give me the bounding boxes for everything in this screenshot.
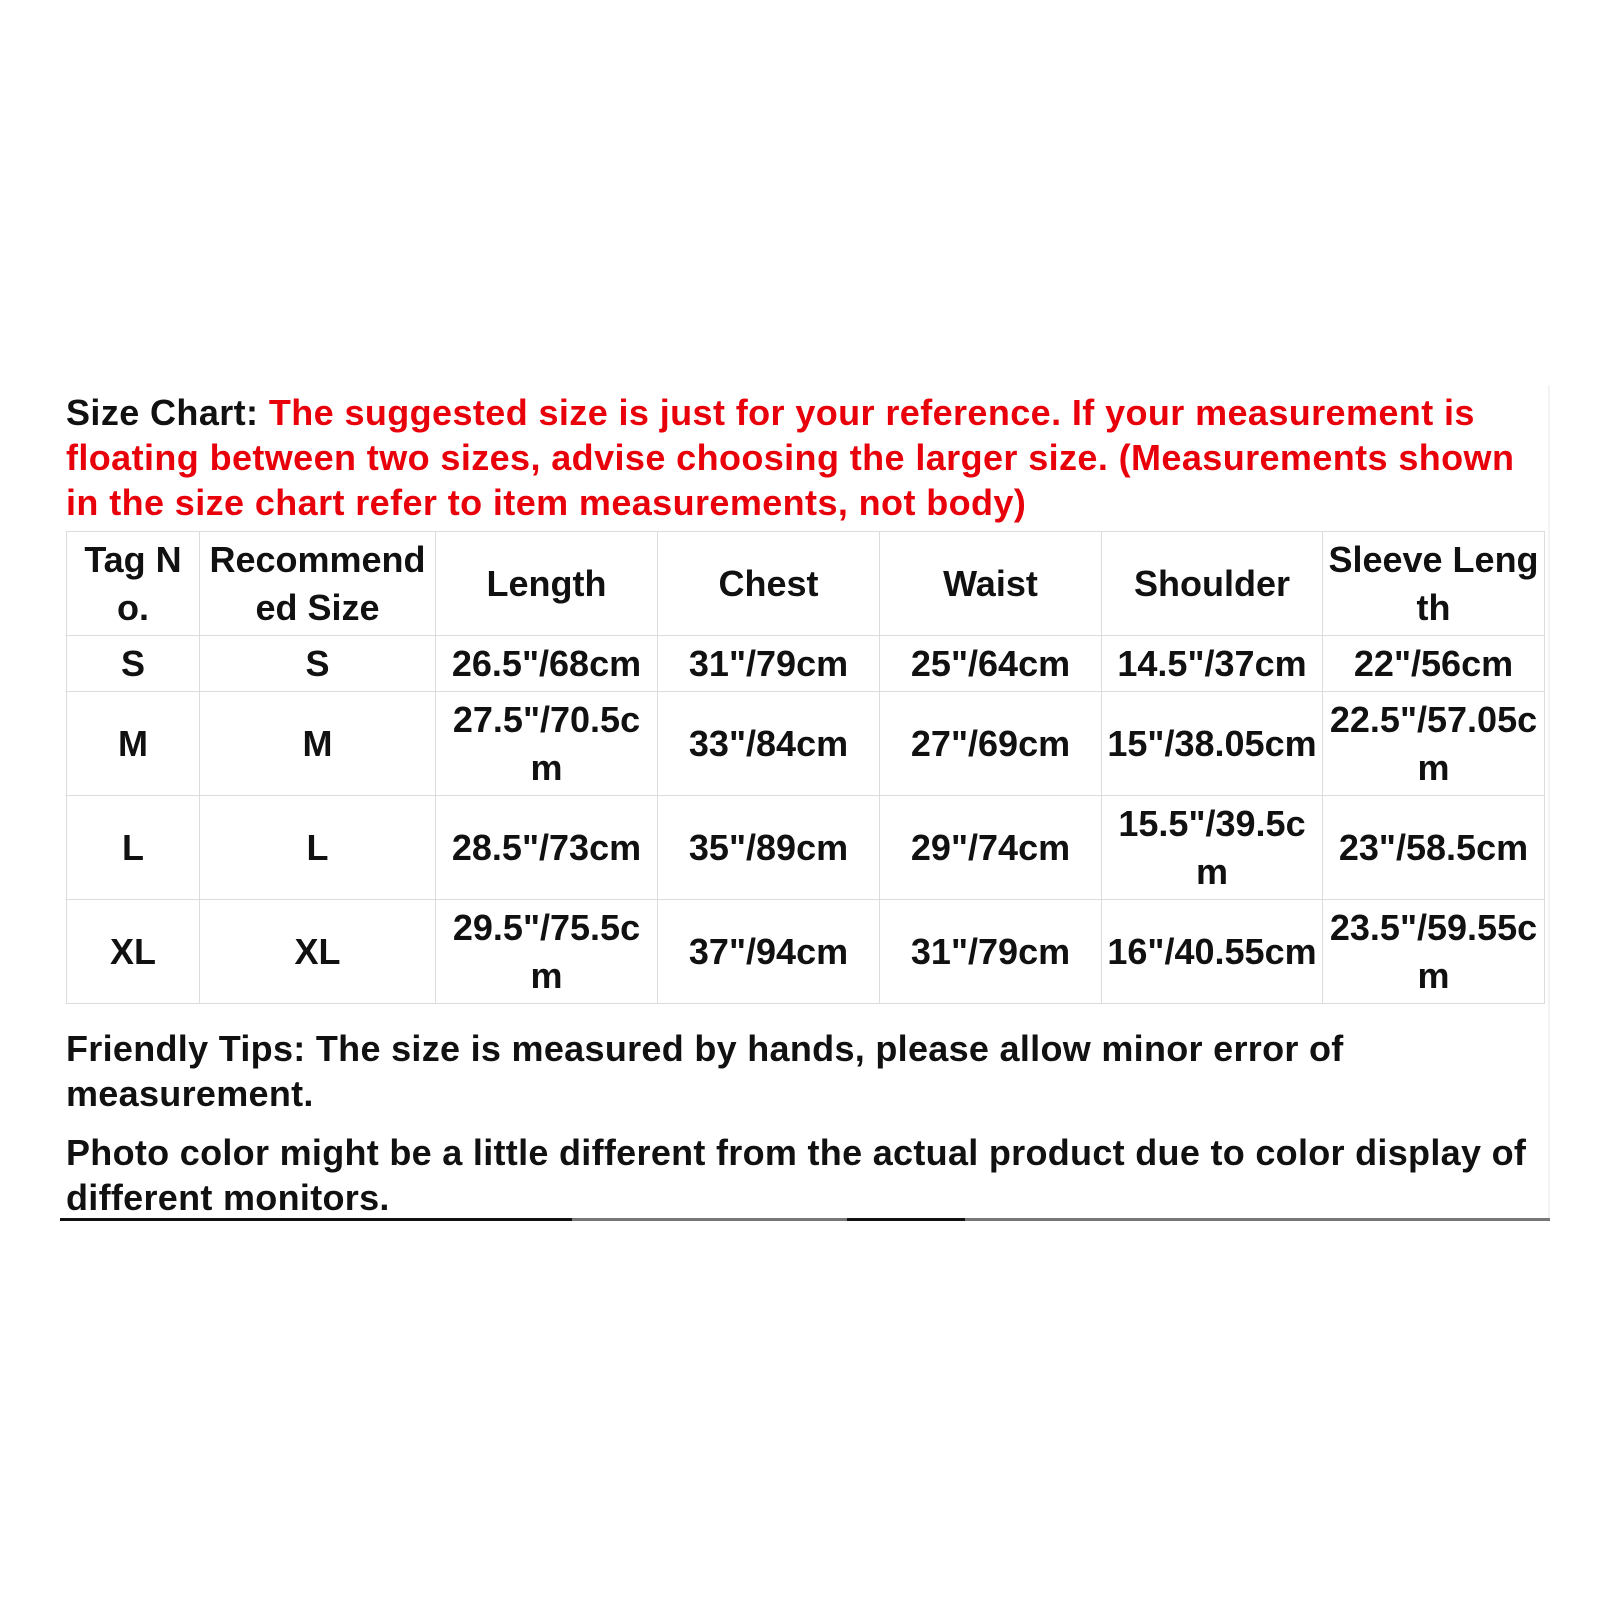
cell-recommended-size: L xyxy=(200,796,436,900)
header-length: Length xyxy=(436,532,658,636)
table-row xyxy=(67,900,1545,1004)
header-shoulder: Shoulder xyxy=(1102,532,1323,636)
header-tag-no: Tag No. xyxy=(67,532,200,636)
table-row xyxy=(67,692,1545,796)
cell-tag-no: XL xyxy=(67,900,200,1004)
size-chart-label: Size Chart: xyxy=(66,392,269,433)
cell-waist: 27"/69cm xyxy=(880,692,1102,796)
cell-tag-no: M xyxy=(67,692,200,796)
cell-chest: 37"/94cm xyxy=(658,900,880,1004)
cell-shoulder: 15.5"/39.5cm xyxy=(1102,796,1323,900)
cell-recommended-size: XL xyxy=(200,900,436,1004)
cell-sleeve-length: 22"/56cm xyxy=(1323,636,1545,692)
friendly-tips-text: Friendly Tips: The size is measured by hands, please allow minor error of measurement. xyxy=(66,1028,1344,1114)
cell-length: 26.5"/68cm xyxy=(436,636,658,692)
size-table xyxy=(66,531,1545,1004)
cell-chest: 33"/84cm xyxy=(658,692,880,796)
photo-color-note: Photo color might be a little different from the actual product due to color display of different monitors. xyxy=(66,1132,1527,1218)
cell-recommended-size: S xyxy=(200,636,436,692)
cell-sleeve-length: 23.5"/59.55cm xyxy=(1323,900,1545,1004)
cell-chest: 31"/79cm xyxy=(658,636,880,692)
header-sleeve-length: Sleeve Length xyxy=(1323,532,1545,636)
cell-tag-no: L xyxy=(67,796,200,900)
bottom-divider xyxy=(60,1218,1550,1221)
cell-shoulder: 14.5"/37cm xyxy=(1102,636,1323,692)
header-waist: Waist xyxy=(880,532,1102,636)
cell-length: 27.5"/70.5cm xyxy=(436,692,658,796)
cell-length: 28.5"/73cm xyxy=(436,796,658,900)
cell-tag-no: S xyxy=(67,636,200,692)
cell-shoulder: 16"/40.55cm xyxy=(1102,900,1323,1004)
size-chart-intro xyxy=(66,390,1544,525)
cell-recommended-size: M xyxy=(200,692,436,796)
header-recommended-size: Recommended Size xyxy=(200,532,436,636)
cell-sleeve-length: 22.5"/57.05cm xyxy=(1323,692,1545,796)
size-chart-document xyxy=(66,390,1544,1234)
cell-waist: 31"/79cm xyxy=(880,900,1102,1004)
cell-sleeve-length: 23"/58.5cm xyxy=(1323,796,1545,900)
cell-shoulder: 15"/38.05cm xyxy=(1102,692,1323,796)
table-header-row xyxy=(67,532,1545,636)
bottom-divider-segment xyxy=(60,1218,572,1221)
cell-length: 29.5"/75.5cm xyxy=(436,900,658,1004)
size-chart-note: The suggested size is just for your reference. If your measurement is floating between two sizes, advise choosing the larger size. (Measurements shown in the size chart refer to item measurements, not body) xyxy=(66,392,1515,523)
table-row xyxy=(67,796,1545,900)
cell-chest: 35"/89cm xyxy=(658,796,880,900)
cell-waist: 29"/74cm xyxy=(880,796,1102,900)
table-row xyxy=(67,636,1545,692)
right-edge-divider xyxy=(1548,385,1550,1219)
tips-section xyxy=(66,1026,1544,1220)
bottom-divider-segment xyxy=(847,1218,965,1221)
header-chest: Chest xyxy=(658,532,880,636)
cell-waist: 25"/64cm xyxy=(880,636,1102,692)
